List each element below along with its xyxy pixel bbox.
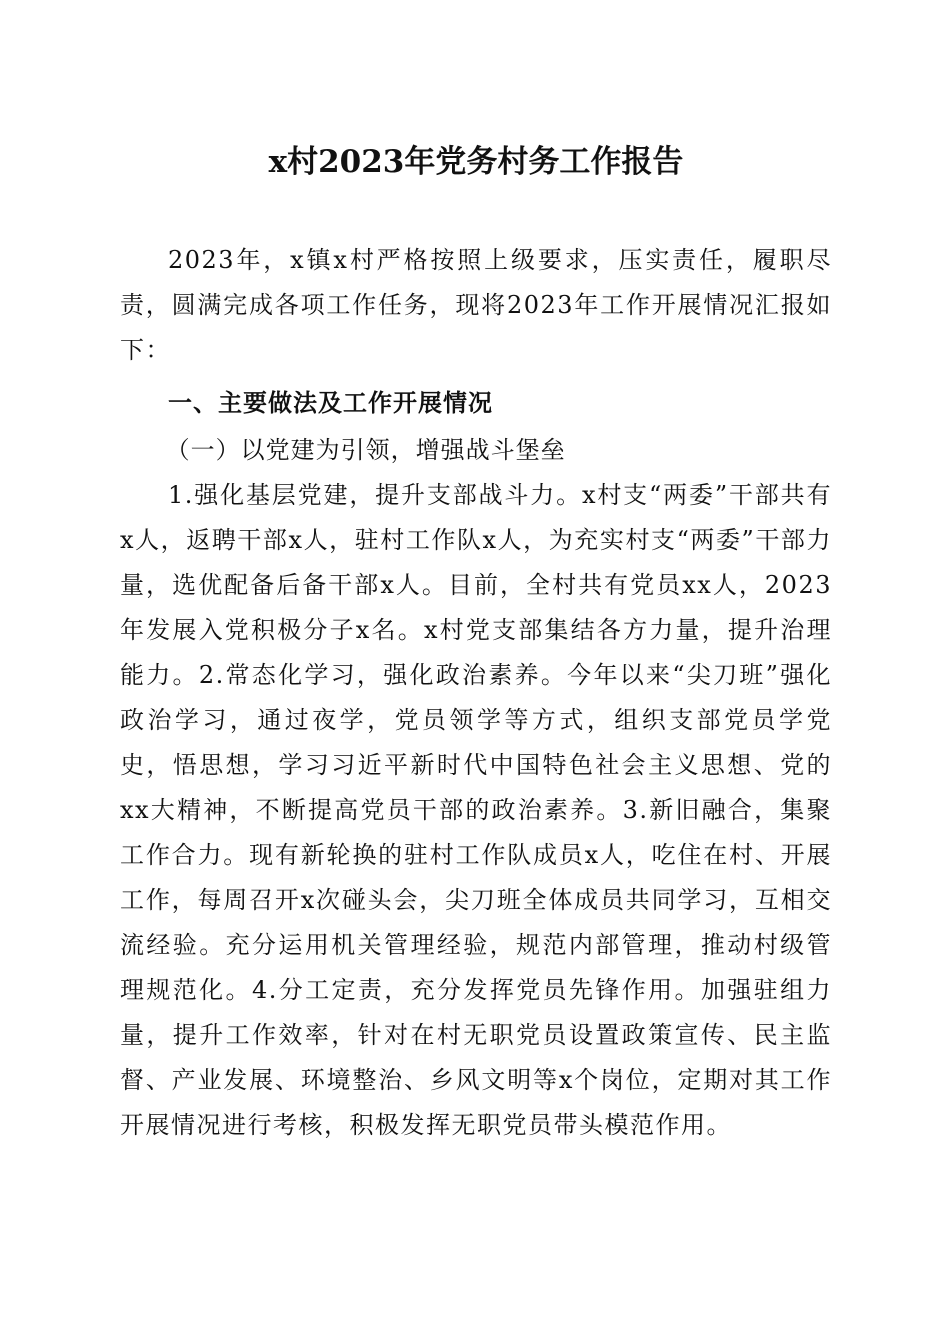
- subsection-heading: （一）以党建为引领，增强战斗堡垒: [165, 436, 566, 464]
- section-heading: 一、主要做法及工作开展情况: [168, 389, 493, 417]
- document-page: [120, 138, 832, 1148]
- body-paragraph: 1.强化基层党建，提升支部战斗力。x村支“两委”干部共有x人，返聘干部x人，驻村工作队x人，为充实村支“两委”干部力量，选优配备后备干部x人。目前，全村共有党员xx人，2023年发展入党积极分子x名。x村党支部集结各方力量，提升治理能力。2.常态化学习，强化政治素养。今年以来“尖刀班”强化政治学习，通过夜学，党员领学等方式，组织支部党员学党史，悟思想，学习习近平新时代中国特色社会主义思想、党的xx大精神，不断提高党员干部的政治素养。3.新旧融合，集聚工作合力。现有新轮换的驻村工作队成员x人，吃住在村、开展工作，每周召开x次碰头会，尖刀班全体成员共同学习，互相交流经验。充分运用机关管理经验，规范内部管理，推动村级管理规范化。4.分工定责，充分发挥党员先锋作用。加强驻组力量，提升工作效率，针对在村无职党员设置政策宣传、民主监督、产业发展、环境整治、乡风文明等x个岗位，定期对其工作开展情况进行考核，积极发挥无职党员带头模范作用。: [120, 481, 832, 1139]
- intro-paragraph: 2023年，x镇x村严格按照上级要求，压实责任，履职尽责，圆满完成各项工作任务，现将2023年工作开展情况汇报如下：: [120, 246, 832, 364]
- document-title: x村2023年党务村务工作报告: [268, 144, 684, 180]
